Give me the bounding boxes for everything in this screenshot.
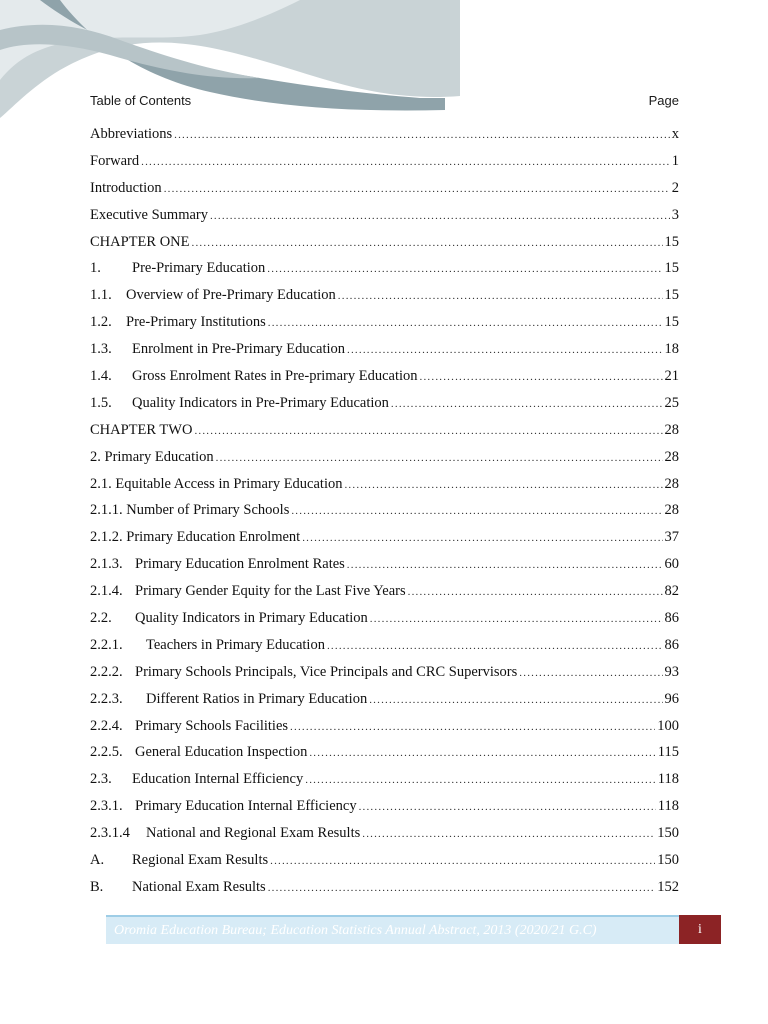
toc-entry-page: 3 bbox=[671, 206, 679, 223]
toc-entry-page: 28 bbox=[664, 475, 679, 492]
toc-entry-label: Pre-Primary Education bbox=[132, 260, 266, 277]
toc-entry[interactable] bbox=[90, 285, 679, 312]
toc-entry-number: 1.4. bbox=[90, 368, 112, 385]
toc-entry[interactable] bbox=[90, 124, 679, 151]
toc-entry-page: 18 bbox=[664, 341, 679, 358]
toc-dot-leader bbox=[267, 259, 662, 279]
toc-dot-leader bbox=[338, 286, 663, 306]
toc-entry[interactable] bbox=[90, 447, 679, 474]
toc-dot-leader bbox=[327, 636, 663, 656]
toc-entry-page: 2 bbox=[671, 179, 679, 196]
toc-entry-label: Primary Education Enrolment Rates bbox=[135, 556, 345, 573]
toc-entry-label: Teachers in Primary Education bbox=[146, 636, 325, 653]
toc-entry-label: 2.1.2. Primary Education Enrolment bbox=[90, 529, 301, 546]
toc-dot-leader bbox=[268, 313, 663, 333]
toc-entry-page: 37 bbox=[664, 529, 679, 546]
toc-entry-label: CHAPTER TWO bbox=[90, 421, 193, 438]
toc-entry-label: Quality Indicators in Primary Education bbox=[135, 610, 368, 627]
toc-dot-leader bbox=[391, 394, 663, 414]
toc-entry-page: 118 bbox=[657, 771, 679, 788]
toc-dot-leader bbox=[174, 125, 670, 145]
toc-entry[interactable] bbox=[90, 581, 679, 608]
toc-entry-label: Executive Summary bbox=[90, 206, 208, 223]
toc-entry-label: Quality Indicators in Pre-Primary Education bbox=[132, 394, 389, 411]
toc-entry-number: 2.1.4. bbox=[90, 583, 123, 600]
toc-header bbox=[90, 93, 679, 111]
toc-entry[interactable] bbox=[90, 796, 679, 823]
toc-entry-number: 1.2. bbox=[90, 314, 112, 331]
toc-entry[interactable] bbox=[90, 769, 679, 796]
toc-entry[interactable] bbox=[90, 635, 679, 662]
toc-entry[interactable] bbox=[90, 554, 679, 581]
toc-dot-leader bbox=[270, 851, 655, 871]
toc-dot-leader bbox=[369, 690, 662, 710]
toc-entry-number: 2.2.2. bbox=[90, 663, 123, 680]
toc-entry[interactable] bbox=[90, 312, 679, 339]
toc-dot-leader bbox=[420, 367, 663, 387]
toc-dot-leader bbox=[268, 878, 656, 898]
toc-entry[interactable] bbox=[90, 850, 679, 877]
toc-entry[interactable] bbox=[90, 232, 679, 259]
toc-entry-number: 2.2.5. bbox=[90, 744, 123, 761]
toc-entry-label: Primary Schools Facilities bbox=[135, 717, 289, 734]
toc-entry-page: 60 bbox=[664, 556, 679, 573]
toc-dot-leader bbox=[194, 421, 662, 441]
toc-entry-page: 115 bbox=[657, 744, 679, 761]
toc-entry-number: A. bbox=[90, 852, 105, 869]
toc-entry[interactable] bbox=[90, 608, 679, 635]
toc-entry-page: 15 bbox=[664, 287, 679, 304]
toc-dot-leader bbox=[141, 152, 670, 172]
toc-entry-label: National Exam Results bbox=[132, 878, 266, 895]
toc-entry-page: 93 bbox=[664, 663, 679, 680]
toc-dot-leader bbox=[216, 448, 663, 468]
toc-entry-number: 2.2.4. bbox=[90, 717, 123, 734]
toc-entry[interactable] bbox=[90, 366, 679, 393]
toc-entry-page: 1 bbox=[671, 152, 679, 169]
toc-entry[interactable] bbox=[90, 742, 679, 769]
toc-entry-page: 25 bbox=[664, 394, 679, 411]
toc-entry-label: Overview of Pre-Primary Education bbox=[126, 287, 336, 304]
toc-dot-leader bbox=[290, 717, 655, 737]
toc-entry-page: 21 bbox=[664, 368, 679, 385]
toc-entry-label: Primary Education Internal Efficiency bbox=[135, 798, 357, 815]
toc-dot-leader bbox=[305, 770, 656, 790]
toc-entry-page: 28 bbox=[664, 448, 679, 465]
toc-dot-leader bbox=[309, 743, 655, 763]
toc-entry-label: Forward bbox=[90, 152, 140, 169]
toc-entry[interactable] bbox=[90, 689, 679, 716]
toc-dot-leader bbox=[302, 528, 662, 548]
toc-entry[interactable] bbox=[90, 527, 679, 554]
toc-entry-label: CHAPTER ONE bbox=[90, 233, 190, 250]
toc-entry[interactable] bbox=[90, 205, 679, 232]
toc-entry-label: Primary Gender Equity for the Last Five Years bbox=[135, 583, 406, 600]
toc-entry-page: 15 bbox=[664, 233, 679, 250]
toc-dot-leader bbox=[347, 555, 663, 575]
toc-list bbox=[90, 124, 679, 904]
toc-entry-number: 1.5. bbox=[90, 394, 112, 411]
toc-entry[interactable] bbox=[90, 500, 679, 527]
toc-entry-page: 152 bbox=[657, 878, 679, 895]
footer-banner: Oromia Education Bureau; Education Statistics Annual Abstract, 2013 (2020/21 G.C) bbox=[106, 915, 679, 944]
toc-entry-page: 28 bbox=[664, 421, 679, 438]
toc-entry-page: x bbox=[671, 126, 679, 142]
toc-dot-leader bbox=[362, 824, 655, 844]
toc-entry-page: 82 bbox=[664, 583, 679, 600]
toc-entry-label: Introduction bbox=[90, 179, 162, 196]
toc-entry[interactable] bbox=[90, 877, 679, 904]
toc-entry-label: Pre-Primary Institutions bbox=[126, 314, 266, 331]
toc-entry-page: 150 bbox=[657, 852, 679, 869]
toc-entry-page: 28 bbox=[664, 502, 679, 519]
toc-title: Table of Contents bbox=[90, 93, 192, 108]
toc-entry-page: 118 bbox=[657, 798, 679, 815]
toc-entry[interactable] bbox=[90, 662, 679, 689]
toc-entry-label: Enrolment in Pre-Primary Education bbox=[132, 341, 346, 358]
toc-entry-label: General Education Inspection bbox=[135, 744, 308, 761]
toc-entry-page: 150 bbox=[657, 825, 679, 842]
toc-entry-label: Regional Exam Results bbox=[132, 852, 269, 869]
toc-entry[interactable] bbox=[90, 420, 679, 447]
toc-dot-leader bbox=[519, 663, 662, 683]
toc-entry[interactable] bbox=[90, 151, 679, 178]
toc-entry-label: Different Ratios in Primary Education bbox=[146, 690, 368, 707]
toc-dot-leader bbox=[344, 475, 662, 495]
toc-dot-leader bbox=[370, 609, 663, 629]
toc-dot-leader bbox=[291, 501, 662, 521]
toc-entry-number: 2.1.3. bbox=[90, 556, 123, 573]
toc-dot-leader bbox=[408, 582, 663, 602]
toc-entry-number: 2.2. bbox=[90, 610, 112, 627]
toc-entry-label: National and Regional Exam Results bbox=[146, 825, 361, 842]
toc-entry-number: 1.3. bbox=[90, 341, 112, 358]
toc-entry-label: 2.1.1. Number of Primary Schools bbox=[90, 502, 290, 519]
toc-entry-label: Gross Enrolment Rates in Pre-primary Education bbox=[132, 368, 418, 385]
toc-page-heading: Page bbox=[648, 93, 679, 108]
toc-entry-number: 2.2.3. bbox=[90, 690, 123, 707]
toc-dot-leader bbox=[164, 179, 670, 199]
toc-entry-number: 2.2.1. bbox=[90, 636, 123, 653]
toc-entry-number: 2.3.1. bbox=[90, 798, 123, 815]
toc-entry-number: B. bbox=[90, 878, 104, 895]
toc-entry-label: Primary Schools Principals, Vice Principals and CRC Supervisors bbox=[135, 663, 518, 680]
toc-entry-page: 15 bbox=[664, 314, 679, 331]
toc-dot-leader bbox=[359, 797, 656, 817]
toc-entry-number: 2.3. bbox=[90, 771, 112, 788]
toc-entry-page: 96 bbox=[664, 690, 679, 707]
toc-entry-label: Education Internal Efficiency bbox=[132, 771, 304, 788]
toc-entry-label: Abbreviations bbox=[90, 126, 173, 142]
toc-entry-label: 2. Primary Education bbox=[90, 448, 214, 465]
toc-dot-leader bbox=[192, 233, 663, 253]
toc-entry-page: 15 bbox=[664, 260, 679, 277]
toc-entry[interactable] bbox=[90, 339, 679, 366]
toc-entry[interactable] bbox=[90, 178, 679, 205]
toc-entry-page: 100 bbox=[657, 717, 679, 734]
toc-entry-number: 2.3.1.4 bbox=[90, 825, 130, 842]
toc-entry[interactable] bbox=[90, 823, 679, 850]
toc-entry[interactable] bbox=[90, 393, 679, 420]
toc-dot-leader bbox=[347, 340, 662, 360]
footer-page-number: i bbox=[679, 915, 721, 944]
toc-entry-label: 2.1. Equitable Access in Primary Education bbox=[90, 475, 343, 492]
toc-dot-leader bbox=[210, 206, 670, 226]
toc-entry[interactable] bbox=[90, 716, 679, 743]
toc-entry-page: 86 bbox=[664, 636, 679, 653]
toc-entry-page: 86 bbox=[664, 610, 679, 627]
toc-entry-number: 1.1. bbox=[90, 287, 112, 304]
toc-entry[interactable] bbox=[90, 258, 679, 285]
toc-entry-number: 1. bbox=[90, 260, 101, 277]
toc-entry[interactable] bbox=[90, 474, 679, 501]
